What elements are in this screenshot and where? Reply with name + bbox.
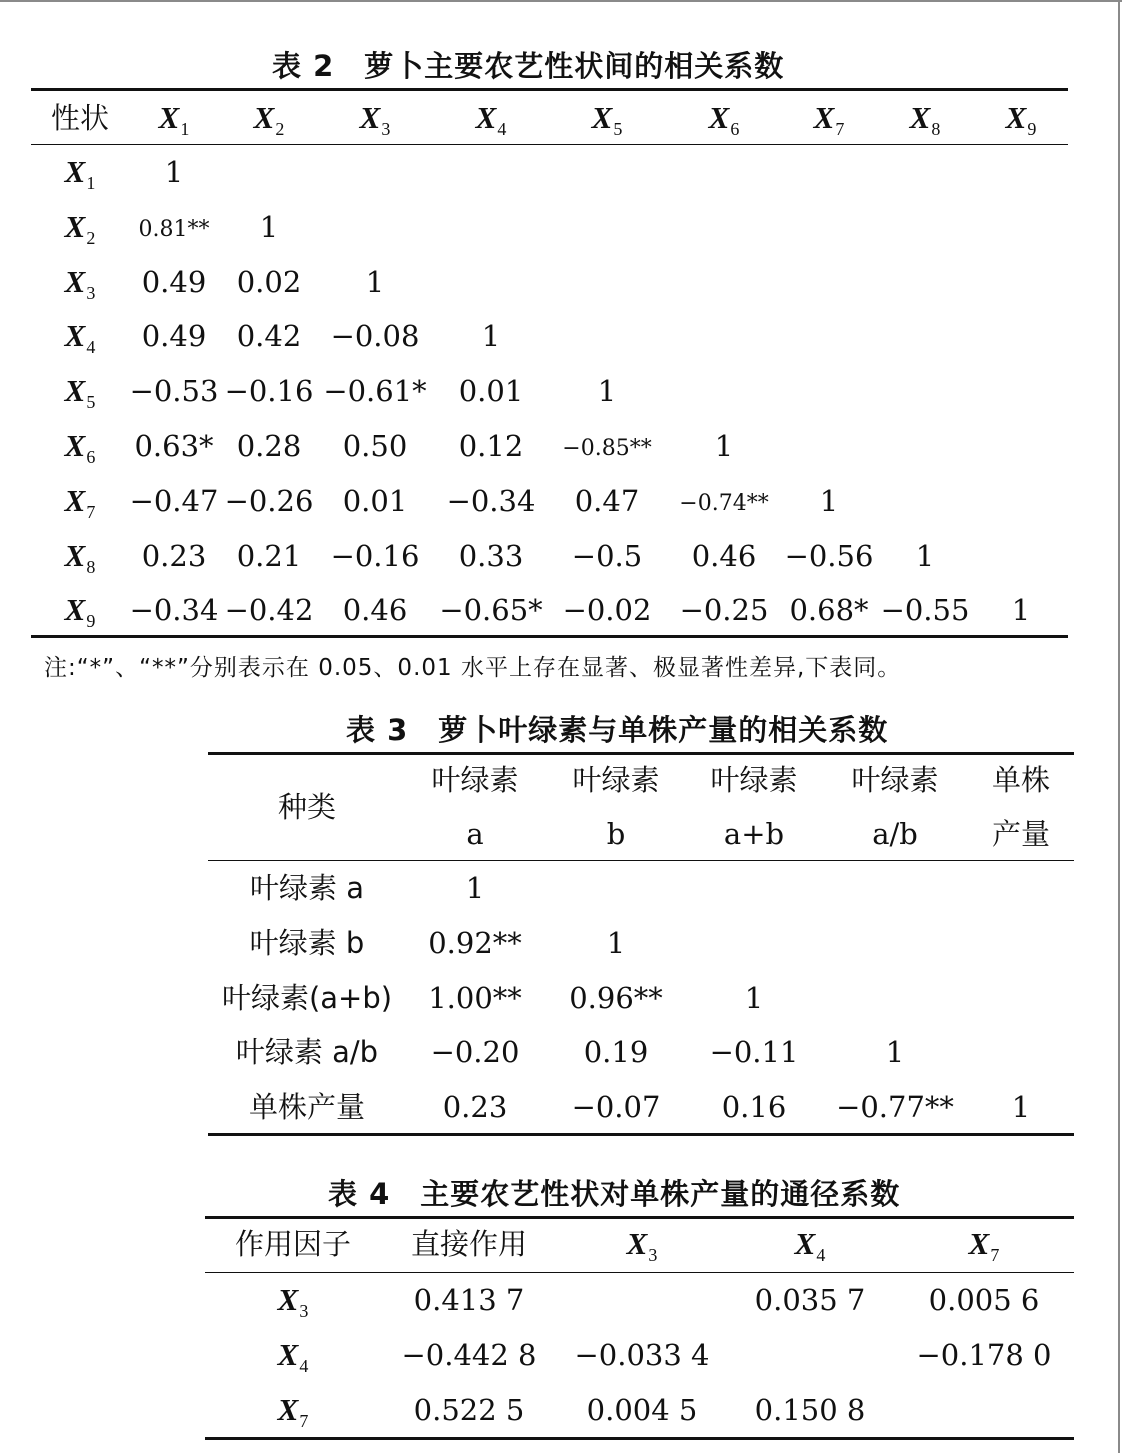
- variable-subscript: 6: [86, 447, 96, 467]
- table2-header-col: [814, 102, 845, 145]
- variable-letter: X: [64, 263, 86, 299]
- table3-row-label: 叶绿素 b: [249, 925, 365, 960]
- table2-cell: −0.42: [224, 593, 314, 628]
- variable-subscript: 6: [730, 119, 740, 139]
- table2-header-col: [592, 102, 623, 145]
- table2-cell: 0.49: [141, 264, 207, 299]
- table2-cell: 1: [365, 264, 385, 299]
- table3-header-bottom: 产量: [991, 817, 1051, 851]
- table2-row-label: [65, 320, 96, 363]
- table2-cell: −0.5: [571, 538, 643, 573]
- table3-cell: 0.96**: [569, 980, 663, 1015]
- table2-cell: −0.34: [129, 593, 219, 628]
- table2-cell: 0.23: [141, 538, 207, 573]
- table3-header-bottom: a: [466, 817, 484, 851]
- variable-letter: X: [591, 100, 613, 135]
- table3-header-top: 叶绿素: [431, 763, 519, 797]
- table2-cell: 1: [819, 483, 839, 518]
- variable-subscript: 3: [648, 1245, 658, 1265]
- table2-cell: −0.08: [330, 319, 420, 354]
- variable-letter: X: [359, 100, 381, 135]
- table2-row-label: [64, 208, 96, 254]
- table3-cell: 1: [885, 1035, 905, 1070]
- table2-cell: 1: [164, 155, 184, 189]
- variable-letter: X: [626, 1226, 648, 1261]
- table3-cell: 1: [606, 925, 626, 960]
- variable-subscript: 3: [299, 1301, 309, 1321]
- table2-cell: −0.85**: [562, 436, 652, 461]
- variable-letter: X: [64, 537, 86, 573]
- variable-letter: X: [1005, 100, 1027, 135]
- variable-letter: X: [708, 100, 730, 135]
- table3-cell: 0.19: [583, 1035, 649, 1070]
- table4-caption: 表 4 主要农艺性状对单株产量的通径系数: [328, 1177, 901, 1211]
- variable-letter: X: [277, 1282, 299, 1317]
- table3-row-label: 叶绿素 a/b: [235, 1035, 379, 1070]
- table3-cell: 0.23: [442, 1090, 508, 1125]
- variable-letter: X: [813, 100, 835, 135]
- table2-cell: 0.21: [236, 538, 302, 573]
- table2-cell: 0.81**: [138, 216, 210, 242]
- table2-cell: 0.33: [458, 538, 524, 573]
- variable-letter: X: [277, 1392, 299, 1427]
- table2-cell: 0.50: [342, 429, 408, 463]
- table3-cell: −0.11: [709, 1035, 799, 1070]
- variable-letter: X: [64, 154, 86, 189]
- table3-header-top: 叶绿素: [851, 763, 939, 797]
- variable-subscript: 3: [86, 282, 96, 303]
- table4-cell: 0.150 8: [754, 1393, 866, 1427]
- table2-top-rule: [31, 88, 1068, 91]
- table2-row-label: [64, 537, 96, 583]
- variable-subscript: 3: [381, 119, 391, 139]
- variable-subscript: 4: [816, 1245, 826, 1265]
- table2-cell: 0.01: [458, 374, 524, 409]
- table4-cell: −0.442 8: [401, 1338, 537, 1372]
- table3-header-bottom: a+b: [723, 817, 785, 851]
- variable-subscript: 8: [931, 119, 941, 139]
- table3-cell: 0.16: [721, 1090, 787, 1125]
- table2-cell: −0.16: [224, 374, 314, 409]
- table2-cell: −0.55: [880, 593, 970, 628]
- table3-cell: 1: [465, 871, 485, 905]
- table2-row-label: [65, 594, 96, 637]
- table2-cell: −0.56: [784, 538, 874, 573]
- variable-letter: X: [64, 428, 86, 463]
- table3-header-label: 种类: [277, 790, 337, 824]
- table2-header-col: [254, 102, 285, 145]
- variable-letter: X: [64, 208, 86, 244]
- table2-row-label: [65, 375, 96, 418]
- table2-cell: −0.65*: [439, 593, 543, 628]
- table2-cell: 0.01: [342, 483, 408, 518]
- table3-header-bottom: a/b: [872, 817, 918, 851]
- table4-top-rule: [205, 1216, 1074, 1219]
- variable-letter: X: [64, 373, 86, 409]
- table2-cell: 1: [259, 209, 279, 244]
- variable-subscript: 1: [180, 119, 190, 139]
- table3-row-label: 叶绿素 a: [250, 871, 364, 905]
- table3-row-label: 叶绿素(a+b): [221, 980, 393, 1015]
- table2-cell: 0.12: [458, 429, 524, 463]
- page-right-edge: [1118, 0, 1120, 1453]
- table4-row-label: [278, 1394, 309, 1437]
- table4-header-col: [795, 1228, 826, 1271]
- table3-row-label: 单株产量: [248, 1090, 366, 1125]
- table2-cell: −0.61*: [323, 374, 427, 409]
- variable-subscript: 4: [86, 337, 96, 358]
- table2-cell: −0.26: [224, 483, 314, 518]
- table3-header-rule: [208, 860, 1074, 861]
- table4-header-col: 作用因子: [234, 1227, 352, 1261]
- variable-subscript: 7: [835, 119, 845, 139]
- table3-cell: −0.77**: [836, 1090, 954, 1125]
- table2-cell: 0.02: [236, 264, 302, 299]
- table2-row-label: [65, 430, 96, 473]
- table4-row-label: [278, 1284, 309, 1327]
- table4-cell: 0.522 5: [413, 1393, 525, 1427]
- table2-header-col: [360, 102, 391, 145]
- table4-cell: 0.005 6: [928, 1283, 1040, 1317]
- variable-letter: X: [64, 592, 86, 628]
- variable-letter: X: [909, 100, 931, 135]
- table2-cell: 0.46: [342, 593, 408, 628]
- variable-subscript: 7: [990, 1245, 1000, 1265]
- table2-cell: −0.02: [562, 593, 652, 628]
- table2-caption: 表 2 萝卜主要农艺性状间的相关系数: [272, 49, 785, 83]
- variable-subscript: 1: [86, 173, 96, 193]
- table4-header-col: [627, 1228, 658, 1271]
- table2-cell: −0.47: [129, 483, 219, 518]
- table3-cell: 1: [744, 980, 764, 1015]
- table2-header-label: 性状: [50, 101, 110, 135]
- table3-header-top: 叶绿素: [572, 763, 660, 797]
- table2-cell: 1: [597, 374, 617, 409]
- table2-cell: 0.28: [236, 429, 302, 463]
- table3-cell: −0.20: [430, 1035, 520, 1070]
- table2-header-rule: [31, 144, 1068, 145]
- table4-cell: 0.413 7: [413, 1283, 525, 1317]
- table2-cell: −0.53: [129, 374, 219, 409]
- table3-top-rule: [208, 752, 1074, 755]
- variable-letter: X: [968, 1226, 990, 1261]
- table3-header-bottom: b: [606, 817, 626, 851]
- table2-cell: −0.34: [446, 483, 536, 518]
- table2-cell: 0.47: [574, 483, 640, 518]
- table3-header-top: 单株: [991, 763, 1051, 797]
- table4-cell: −0.178 0: [916, 1338, 1052, 1372]
- table4-bottom-rule: [205, 1437, 1074, 1440]
- variable-letter: X: [475, 100, 497, 135]
- table3-cell: 1: [1011, 1090, 1031, 1125]
- variable-letter: X: [158, 100, 180, 135]
- table2-cell: 0.46: [691, 538, 757, 573]
- table2-cell: 0.42: [236, 319, 302, 354]
- table2-row-label: [64, 263, 96, 309]
- variable-letter: X: [277, 1337, 299, 1372]
- table2-header-col: [709, 102, 740, 145]
- variable-subscript: 2: [275, 119, 285, 139]
- table4-header-col: 直接作用: [410, 1227, 528, 1261]
- page-top-edge: [0, 0, 1122, 2]
- variable-subscript: 7: [86, 501, 96, 522]
- table2-cell: −0.74**: [679, 490, 769, 516]
- table2-cell: 1: [714, 429, 734, 463]
- table2-cell: 1: [1011, 593, 1031, 628]
- table3-header-top: 叶绿素: [710, 763, 798, 797]
- table2-cell: −0.16: [330, 538, 420, 573]
- table4-row-label: [278, 1339, 309, 1382]
- table3-bottom-rule: [208, 1133, 1074, 1136]
- variable-subscript: 5: [613, 119, 623, 139]
- table3-cell: −0.07: [571, 1090, 661, 1125]
- variable-subscript: 9: [1027, 119, 1037, 139]
- table3-cell: 1.00**: [428, 980, 522, 1015]
- table2-note: 注:“*”、“**”分别表示在 0.05、0.01 水平上存在显著、极显著性差异,下表同。: [44, 655, 902, 681]
- table3-cell: 0.92**: [428, 925, 522, 960]
- variable-subscript: 5: [86, 392, 96, 413]
- table4-cell: 0.035 7: [754, 1283, 866, 1317]
- table4-header-rule: [205, 1272, 1074, 1273]
- table2-cell: 1: [481, 319, 501, 354]
- table2-row-label: [65, 156, 96, 199]
- variable-subscript: 4: [497, 119, 507, 139]
- table2-cell: 0.49: [141, 319, 207, 354]
- variable-letter: X: [64, 318, 86, 354]
- variable-letter: X: [253, 100, 275, 135]
- variable-subscript: 9: [86, 611, 96, 632]
- table4-cell: −0.033 4: [574, 1338, 710, 1372]
- variable-subscript: 2: [86, 227, 96, 248]
- table2-bottom-rule: [31, 635, 1068, 638]
- variable-subscript: 8: [86, 556, 96, 577]
- table2-cell: 0.68*: [789, 593, 869, 628]
- variable-letter: X: [64, 482, 86, 518]
- table2-header-col: [1006, 102, 1037, 145]
- table4-cell: 0.004 5: [586, 1393, 698, 1427]
- variable-subscript: 4: [299, 1356, 309, 1376]
- table4-header-col: [969, 1228, 1000, 1271]
- table2-cell: 1: [915, 538, 935, 573]
- variable-letter: X: [794, 1226, 816, 1261]
- table2-header-col: [910, 102, 941, 145]
- table2-cell: 0.63*: [134, 429, 214, 463]
- table2-header-col: [476, 102, 507, 145]
- table2-row-label: [64, 482, 96, 528]
- table3-caption: 表 3 萝卜叶绿素与单株产量的相关系数: [346, 713, 889, 747]
- table2-header-col: [159, 102, 190, 145]
- variable-subscript: 7: [299, 1411, 309, 1431]
- table2-cell: −0.25: [679, 593, 769, 628]
